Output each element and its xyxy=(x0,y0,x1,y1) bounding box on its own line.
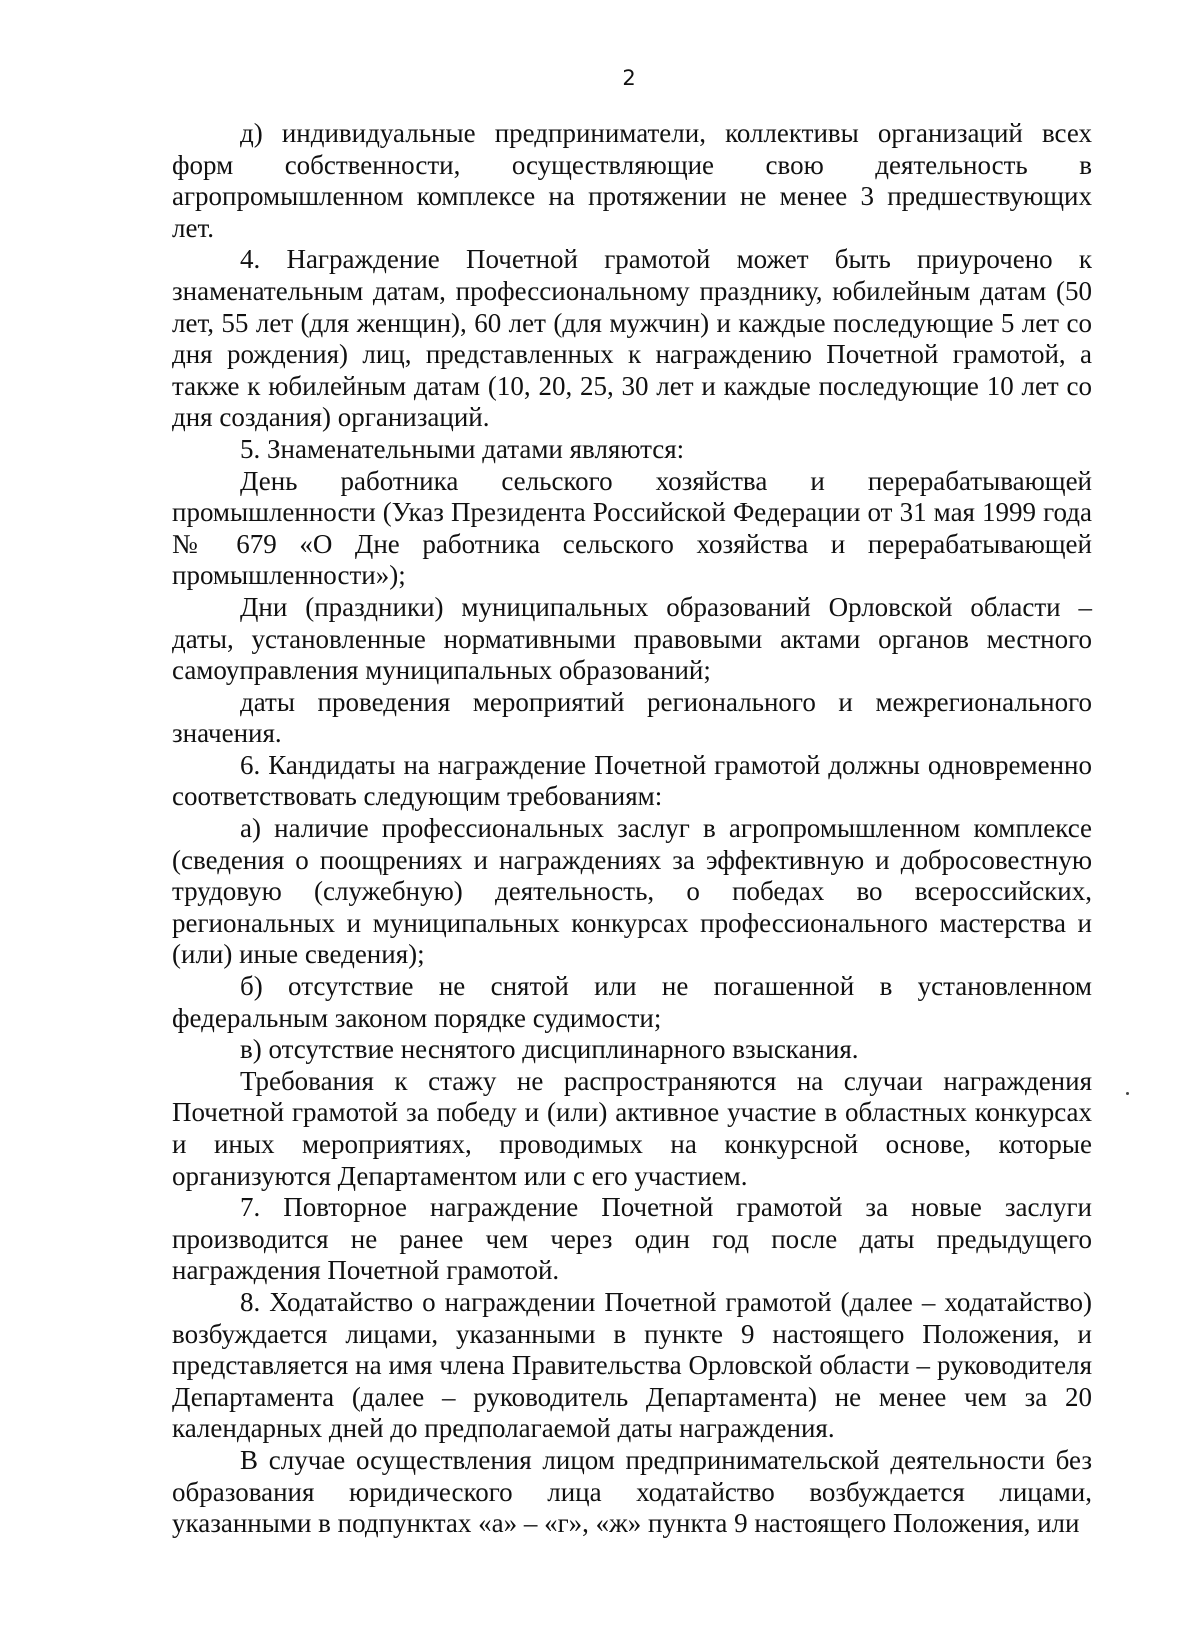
paragraph-event-dates: даты проведения мероприятий регионального и межрегионального значения. xyxy=(172,686,1092,749)
paragraph-experience-requirements: Требования к стажу не распространяются на случаи награждения Почетной грамотой за победу и (или) активное участие в областных конкурсах и иных мероприятиях, проводимых на конкурсной основе, которые организуются Департаментом или с его участием. xyxy=(172,1065,1092,1191)
paragraph-item-6b: б) отсутствие не снятой или не погашенной в установленном федеральным законом порядке судимости; xyxy=(172,971,1092,1033)
paragraph-item-7: 7. Повторное награждение Почетной грамотой за новые заслуги производится не ранее чем через один год после даты предыдущего награждения Почетной грамотой. xyxy=(172,1192,1092,1286)
paragraph-municipal-days: Дни (праздники) муниципальных образований Орловской области – даты, установленные нормативными правовыми актами органов местного самоуправления муниципальных образований; xyxy=(172,591,1092,686)
page-number: 2 xyxy=(622,66,636,90)
paragraph-item-6: 6. Кандидаты на награждение Почетной грамотой должны одновременно соответствовать следующим требованиям: xyxy=(172,749,1092,812)
paragraph-item-5: 5. Знаменательными датами являются: xyxy=(240,433,685,464)
paragraph-1d: д) индивидуальные предприниматели, коллективы организаций всех форм собственности, осуществляющие свою деятельность в агропромышленном комплексе на протяжении не менее 3 предшествующих лет. xyxy=(172,118,1092,243)
paragraph-agri-worker-day: День работника сельского хозяйства и перерабатывающей промышленности (Указ Президента Российской Федерации от 31 мая 1999 года № 679 «О Дне работника сельского хозяйства и перерабатывающей промышленности»); xyxy=(172,465,1092,591)
paragraph-entrepreneur-case: В случае осуществления лицом предпринимательской деятельности без образования юридического лица ходатайство возбуждается лицами, указанными в подпунктах «а» – «г», «ж» пункта 9 настоящего Положения, или xyxy=(172,1444,1092,1539)
paragraph-item-8: 8. Ходатайство о награждении Почетной грамотой (далее – ходатайство) возбуждается лицами, указанными в пункте 9 настоящего Положения, и представляется на имя члена Правительства Орловской области – руководителя Департамента (далее – руководитель Департамента) не менее чем за 20 календарных дней до предполагаемой даты награждения. xyxy=(172,1286,1092,1444)
paragraph-item-6v: в) отсутствие неснятого дисциплинарного взыскания. xyxy=(240,1034,859,1065)
paragraph-item-4: 4. Награждение Почетной грамотой может быть приурочено к знаменательным датам, профессиональному празднику, юбилейным датам (50 лет, 55 лет (для женщин), 60 лет (для мужчин) и каждые последующие 5 лет со дня рождения) лиц, представленных к награждению Почетной грамотой, а также к юбилейным датам (10, 20, 25, 30 лет и каждые последующие 10 лет со дня создания) организаций. xyxy=(172,244,1092,433)
document-body xyxy=(172,118,1092,1540)
scan-speck xyxy=(1126,1092,1129,1095)
paragraph-item-6a: а) наличие профессиональных заслуг в агропромышленном комплексе (сведения о поощрениях и награждениях за эффективную и добросовестную трудовую (служебную) деятельность, о победах во всероссийских, региональных и муниципальных конкурсах профессионального мастерства и (или) иные сведения); xyxy=(172,813,1092,970)
